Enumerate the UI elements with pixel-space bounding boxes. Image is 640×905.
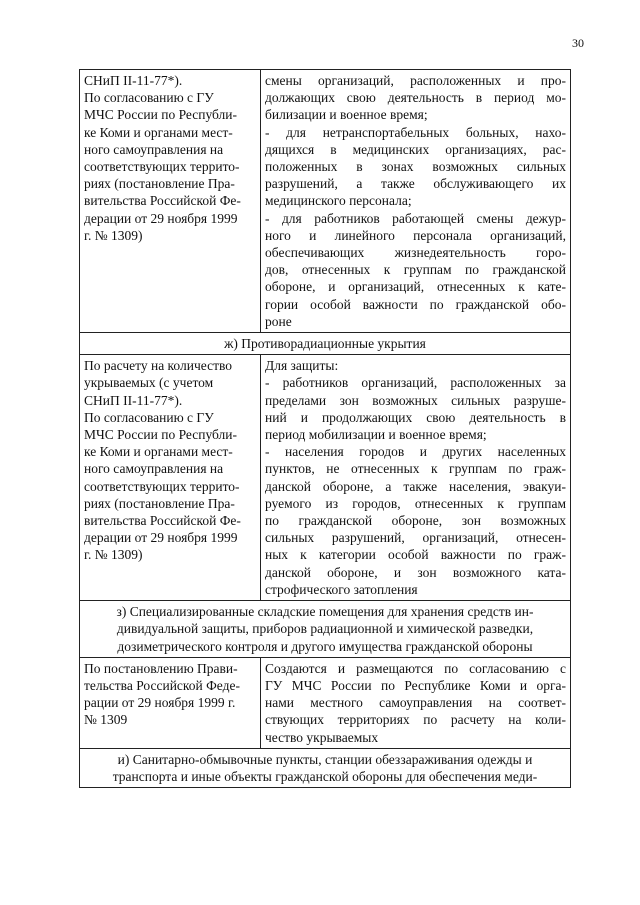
- text-line: обороне, и организаций, отнесенных к кате-: [265, 279, 566, 295]
- text-line: риях (постановление Пра-: [84, 495, 235, 511]
- table-row: [80, 70, 571, 333]
- heading-line: транспорта и иные объекты гражданской обороны для обеспечения меди-: [112, 768, 538, 784]
- text-line: Для защиты:: [265, 358, 339, 374]
- text-line: - населения городов и других населенных: [265, 444, 566, 460]
- text-line: гории особой важности по гражданской обо-: [265, 296, 566, 312]
- text-line: ного самоуправления на: [84, 141, 224, 157]
- text-line: период мобилизации и военное время;: [265, 427, 487, 443]
- description-cell: [261, 355, 571, 601]
- text-line: ных к категории особой важности по граж-: [265, 547, 566, 563]
- text-line: данской обороне, и зон возможного ката-: [265, 564, 566, 580]
- text-line: ного и линейного персонала организаций,: [265, 227, 566, 243]
- text-line: г. № 1309): [84, 227, 143, 243]
- text-line: - для работников работающей смены дежур-: [265, 210, 566, 226]
- text-line: вительства Российской Фе-: [84, 193, 241, 209]
- text-line: По постановлению Прави-: [84, 660, 238, 676]
- text-line: дящихся в медицинских организациях, рас-: [265, 141, 566, 157]
- section-header-row: [80, 333, 571, 355]
- heading-line: дозиметрического контроля и другого имущества гражданской обороны: [117, 638, 533, 654]
- section-header-row: [80, 748, 571, 787]
- text-line: вительства Российской Фе-: [84, 513, 241, 529]
- section-header-row: [80, 601, 571, 658]
- section-heading: [80, 748, 571, 787]
- basis-cell: [80, 657, 261, 748]
- requirements-table: [79, 69, 571, 788]
- text-line: сильных разрушений, организаций, отнесен-: [265, 530, 566, 546]
- text-line: ке Коми и органами мест-: [84, 124, 233, 140]
- text-line: По согласованию с ГУ: [84, 90, 214, 106]
- heading-line: ж) Противорадиационные укрытия: [224, 336, 426, 352]
- text-line: разрушений, а также обслуживающего их: [265, 176, 566, 192]
- text-line: г. № 1309): [84, 547, 143, 563]
- section-heading: [80, 333, 571, 355]
- text-line: руемого из городов, отнесенных к группам: [265, 495, 566, 511]
- table-body: [80, 70, 571, 788]
- text-line: - работников организаций, расположенных за: [265, 375, 566, 391]
- text-line: положенных в зонах возможных сильных: [265, 159, 566, 175]
- text-line: пунктов, не отнесенных к группам по граж-: [265, 461, 566, 477]
- text-line: нами местного самоуправления на соответ-: [265, 695, 566, 711]
- text-line: дерации от 29 ноября 1999: [84, 530, 238, 546]
- text-line: МЧС России по Республи-: [84, 427, 238, 443]
- text-line: пределами зон возможных сильных разруше-: [265, 392, 566, 408]
- heading-line: дивидуальной защиты, приборов радиационной и химической разведки,: [116, 621, 534, 637]
- text-line: - для нетранспортабельных больных, нахо-: [265, 124, 566, 140]
- text-line: соответствующих террито-: [84, 159, 240, 175]
- text-line: смены организаций, расположенных и про-: [265, 73, 566, 88]
- text-line: должающих свою деятельность в период мо-: [265, 90, 566, 106]
- text-line: дерации от 29 ноября 1999: [84, 210, 238, 226]
- text-line: билизации и военное время;: [265, 107, 428, 123]
- table-row: [80, 657, 571, 748]
- text-line: по гражданской обороне, зон возможных: [265, 513, 566, 529]
- text-line: укрываемых (с учетом: [84, 375, 214, 391]
- basis-cell: [80, 355, 261, 601]
- description-cell: [261, 657, 571, 748]
- heading-line: з) Специализированные складские помещения для хранения средств ин-: [116, 604, 534, 620]
- heading-line: и) Санитарно-обмывочные пункты, станции обеззараживания одежды и: [117, 751, 533, 767]
- text-line: ний и продолжающих свою деятельность в: [265, 409, 566, 425]
- text-line: ного самоуправления на: [84, 461, 224, 477]
- text-line: чество укрываемых: [265, 729, 379, 745]
- text-line: риях (постановление Пра-: [84, 176, 235, 192]
- text-line: рации от 29 ноября 1999 г.: [84, 695, 236, 711]
- table-row: [80, 355, 571, 601]
- text-line: СНиП II-11-77*).: [84, 73, 183, 88]
- text-line: № 1309: [84, 712, 128, 728]
- text-line: обеспечивающих жизнедеятельность горо-: [265, 245, 566, 261]
- text-line: ке Коми и органами мест-: [84, 444, 233, 460]
- text-line: МЧС России по Республи-: [84, 107, 238, 123]
- description-cell: [261, 70, 571, 333]
- text-line: данской обороне, а также населения, эвакуи-: [265, 478, 566, 494]
- text-line: тельства Российской Феде-: [84, 677, 240, 693]
- basis-cell: [80, 70, 261, 333]
- text-line: строфического затопления: [265, 581, 418, 597]
- text-line: медицинского персонала;: [265, 193, 412, 209]
- section-heading: [80, 601, 571, 658]
- text-line: ствующих территориях по расчету на коли-: [265, 712, 566, 728]
- text-line: роне: [265, 313, 292, 329]
- text-line: По расчету на количество: [84, 358, 233, 374]
- text-line: дов, отнесенных к группам по гражданской: [265, 262, 566, 278]
- text-line: соответствующих террито-: [84, 478, 240, 494]
- text-line: СНиП II-11-77*).: [84, 392, 183, 408]
- page-number: 30: [572, 36, 584, 50]
- text-line: ГУ МЧС России по Республике Коми и орга-: [265, 677, 566, 693]
- text-line: По согласованию с ГУ: [84, 409, 214, 425]
- text-line: Создаются и размещаются по согласованию с: [265, 660, 566, 676]
